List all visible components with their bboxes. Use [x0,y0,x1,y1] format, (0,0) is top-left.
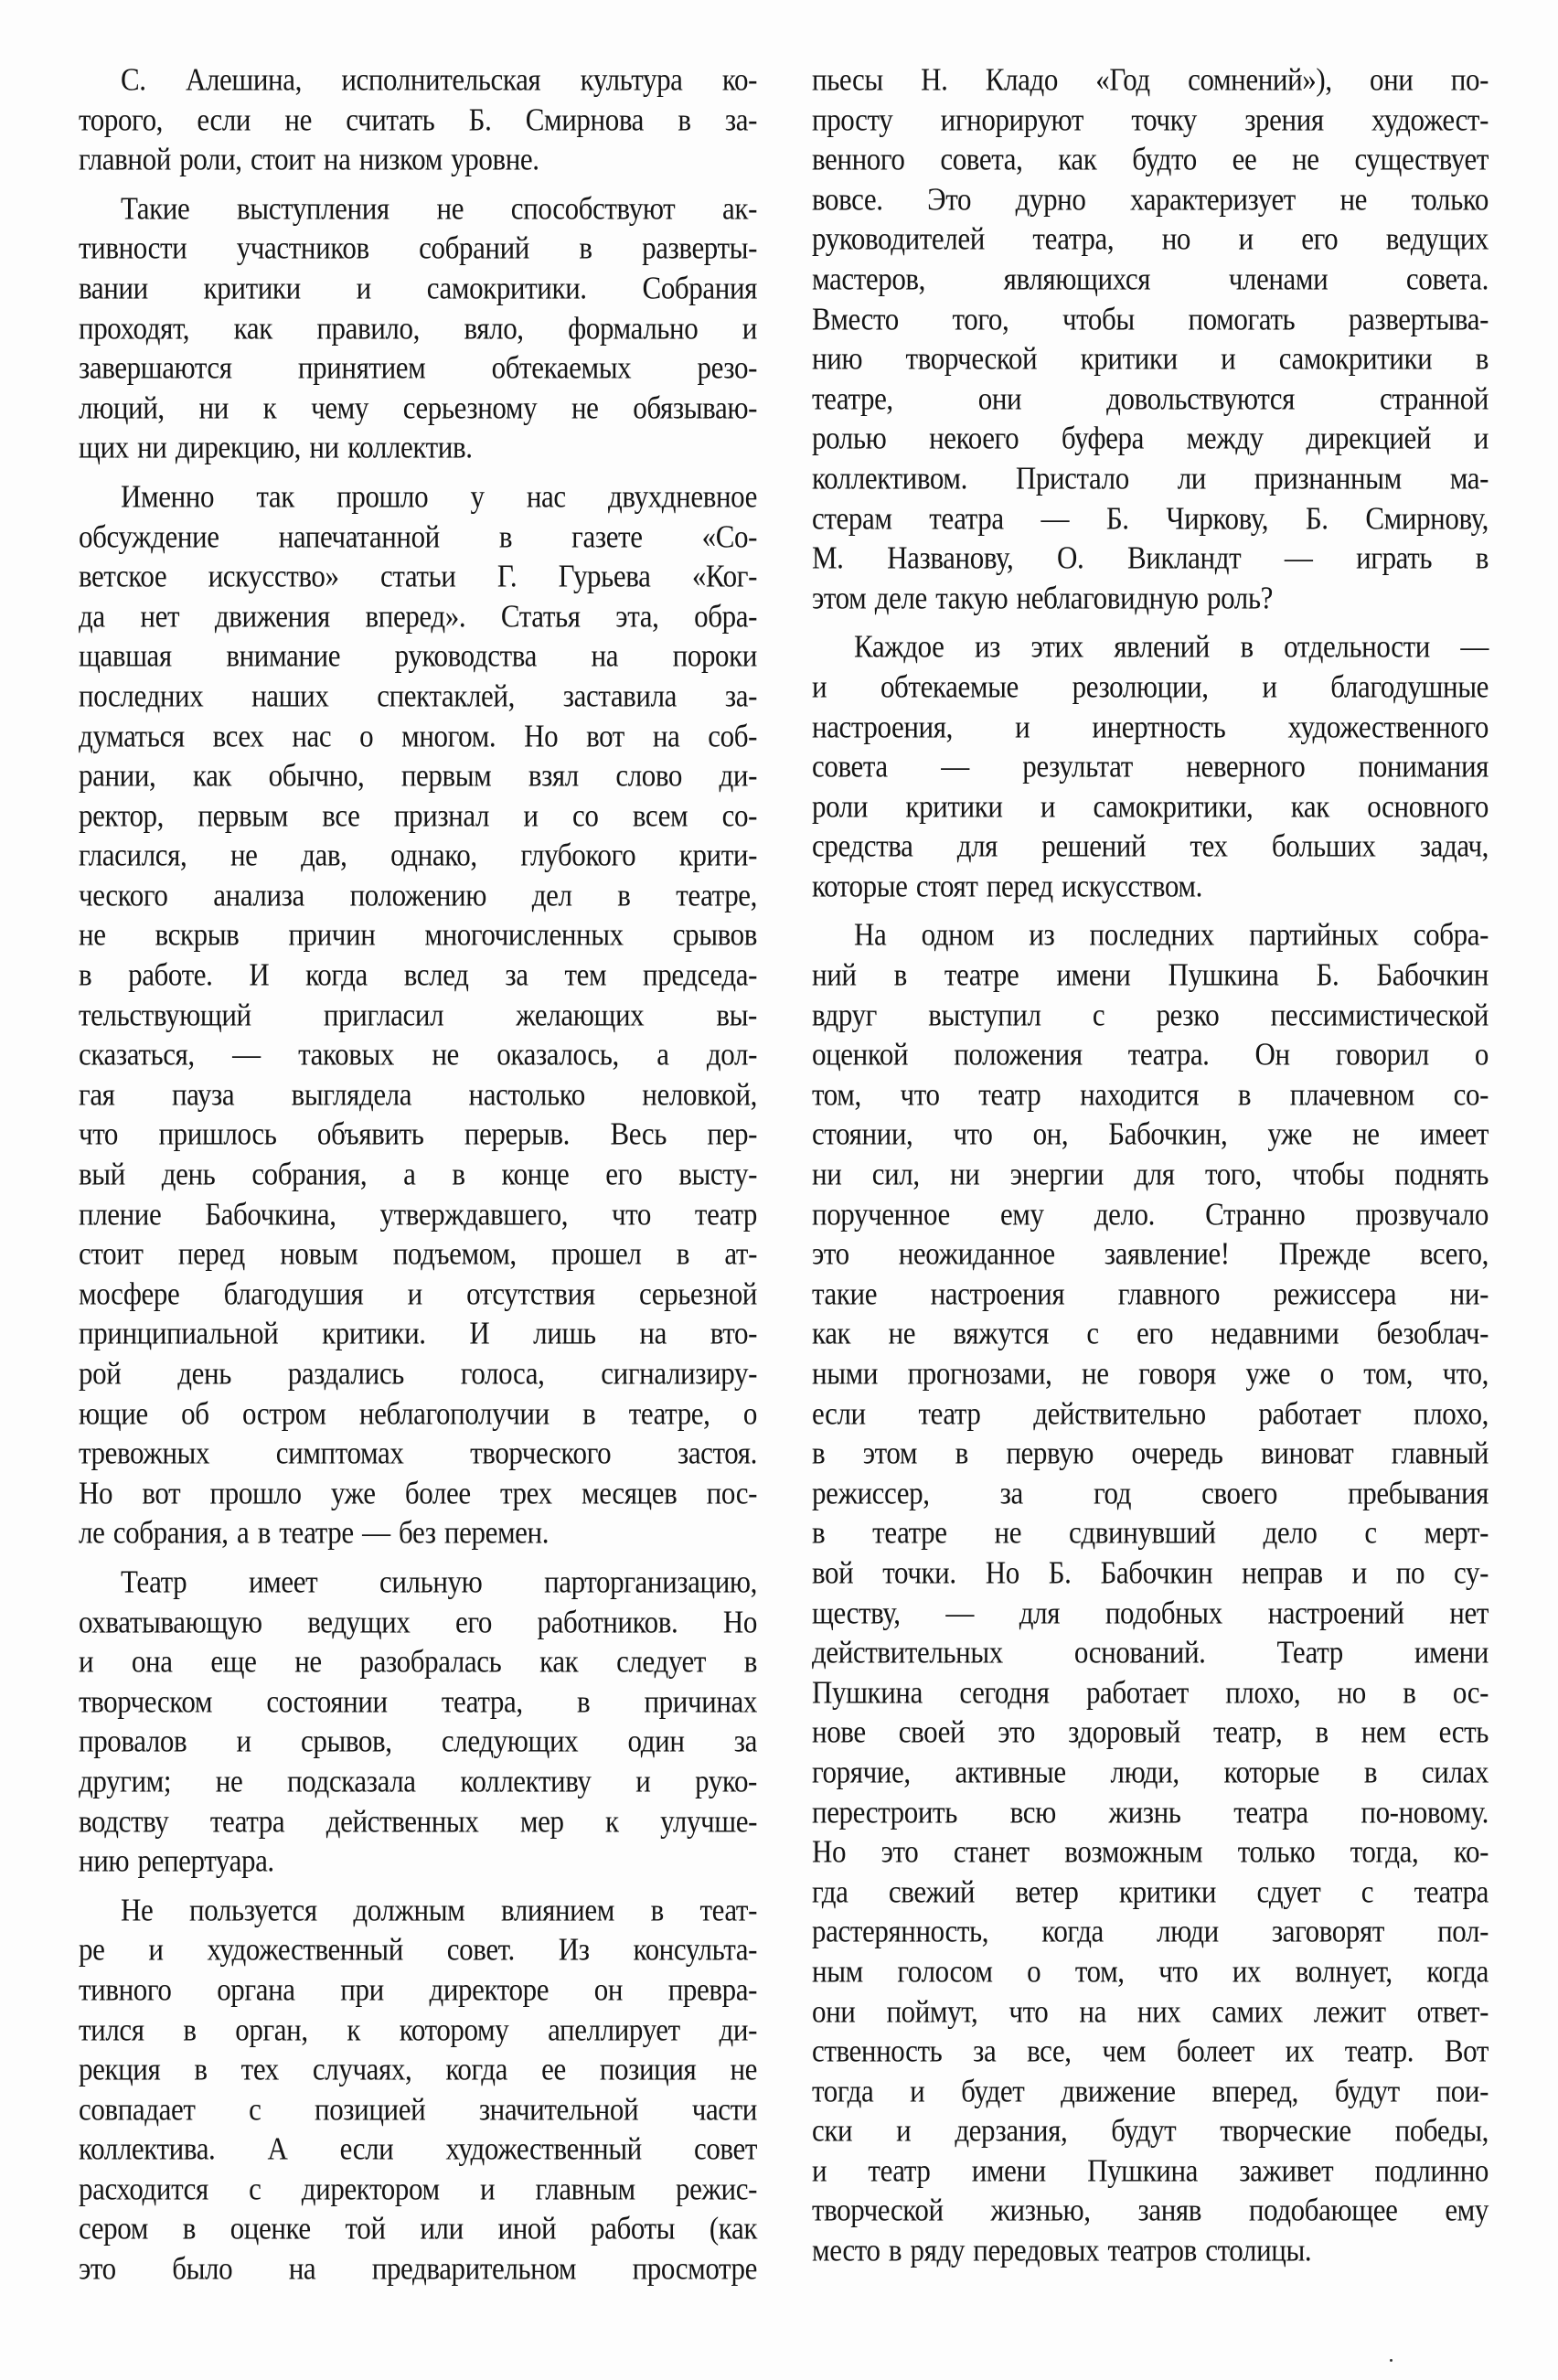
text-line: растерянность, когда люди заговорят пол- [812,1913,1489,1949]
text-line: ческого анализа положению дел в театре, [79,877,757,913]
text-line: ным голосом о том, что их волнует, когда [812,1953,1489,1990]
text-line: творческой жизнью, заняв подобающее ему [812,2192,1489,2229]
text-line: ски и дерзания, будут творческие победы, [812,2112,1489,2149]
text-line: гда свежий ветер критики сдует с театра [812,1873,1489,1910]
text-line: такие настроения главного режиссера ни- [812,1275,1489,1312]
text-line: ветское искусство» статьи Г. Гурьева «Ког- [79,558,757,594]
text-line: просту игнорируют точку зрения художест- [812,101,1489,138]
text-line: рой день раздались голоса, сигнализиру- [79,1355,757,1392]
text-line: люций, ни к чему серьезному не обязываю- [79,390,757,426]
text-line: они поймут, что на них самих лежит ответ- [812,1992,1489,2030]
paragraph [79,189,757,468]
text-line: щавшая внимание руководства на пороки [79,637,757,674]
text-line: вый день собрания, а в конце его высту- [79,1156,757,1192]
text-line: коллективом. Пристало ли признанным ма- [812,460,1489,496]
text-line: не вскрыв причин многочисленных срывов [79,916,757,954]
text-line: в этом в первую очередь виноват главный [812,1435,1489,1471]
text-line: ществу, — для подобных настроений нет [812,1594,1489,1631]
text-line: Такие выступления не способствуют ак- [121,190,757,227]
text-line: горячие, активные люди, которые в силах [812,1754,1489,1790]
left-column [79,60,757,2299]
text-line: настроения, и инертность художественного [812,708,1489,745]
text-line: стоянии, что он, Бабочкин, уже не имеет [812,1115,1489,1152]
text-line: ющие об остром неблагополучии в театре, о [79,1394,757,1432]
text-line: венного совета, как будто ее не существует [812,141,1489,177]
text-line: тился в орган, к которому апеллирует ди- [79,2011,757,2048]
text-line: думаться всех нас о многом. Но вот на соб- [79,717,757,754]
text-line: это неожиданное заявление! Прежде всего, [812,1235,1489,1272]
text-line: как не вяжутся с его недавними безоблач- [812,1315,1489,1351]
paragraph [79,1563,757,1882]
text-line: средства для решений тех больших задач, [812,827,1489,864]
text-line: перестроить всю жизнь театра по-новому. [812,1793,1489,1830]
text-line: гласился, не дав, однако, глубокого крити- [79,837,757,873]
text-line: другим; не подсказала коллективу и руко- [79,1763,757,1799]
text-line: пление Бабочкина, утверждавшего, что театр [79,1195,757,1233]
text-line: охватывающую ведущих его работников. Но [79,1603,757,1640]
text-line: торого, если не считать Б. Смирнова в за- [79,101,757,138]
paragraph [79,1891,757,2289]
text-line: Не пользуется должным влиянием в теат- [121,1892,757,1928]
text-line: оценкой положения театра. Он говорил о [812,1036,1489,1073]
text-line: ственность за все, чем болеет их театр. Вот [812,2033,1489,2069]
text-line: гая пауза выглядела настолько неловкой, [79,1076,757,1113]
text-line: место в ряду передовых театров столицы. [812,2232,1312,2268]
text-line: и театр имени Пушкина заживет подлинно [812,2152,1489,2189]
text-line: и обтекаемые резолюции, и благодушные [812,668,1489,705]
text-line: щих ни дирекцию, ни коллектив. [79,429,473,465]
text-line: обсуждение напечатанной в газете «Со- [79,518,757,555]
text-line: которые стоят перед искусством. [812,868,1202,904]
text-line: руководителей театра, но и его ведущих [812,220,1489,257]
text-line: ными прогнозами, не говоря уже о том, что, [812,1355,1489,1392]
text-line: последних наших спектаклей, заставила за- [79,678,757,714]
text-line: М. Названову, О. Викландт — играть в [812,539,1489,576]
text-line: ле собрания, а в театре — без перемен. [79,1514,550,1551]
text-line: тогда и будет движение вперед, будут пои- [812,2073,1489,2109]
text-line: Но вот прошло уже более трех месяцев пос- [79,1475,757,1511]
text-line: С. Алешина, исполнительская культура ко- [121,61,757,98]
text-line: нию творческой критики и самокритики в [812,340,1489,377]
text-line: тивности участников собраний в разверты- [79,229,757,266]
text-line: рании, как обычно, первым взял слово ди- [79,757,757,794]
text-line: главной роли, стоит на низком уровне. [79,141,539,177]
text-line: Пушкина сегодня работает плохо, но в ос- [812,1674,1489,1711]
text-line: творческом состоянии театра, в причинах [79,1683,757,1720]
text-line: в работе. И когда вслед за тем председа- [79,956,757,993]
text-line: мастеров, являющихся членами совета. [812,261,1489,297]
text-line: театре, они довольствуются странной [812,380,1489,417]
text-line: пьесы Н. Кладо «Год сомнений»), они по- [812,61,1489,98]
text-line: расходится с директором и главным режис- [79,2171,757,2207]
text-line: том, что театр находится в плачевном со- [812,1076,1489,1113]
text-line: тивного органа при директоре он превра- [79,1971,757,2008]
text-line: Вместо того, чтобы помогать развертыва- [812,300,1489,337]
text-line: На одном из последних партийных собра- [854,916,1489,954]
text-line: Театр имеет сильную парторганизацию, [121,1564,757,1600]
text-line: в театре не сдвинувший дело с мерт- [812,1514,1489,1551]
text-line: рекция в тех случаях, когда ее позиция не [79,2051,757,2087]
text-line: Но это станет возможным только тогда, ко- [812,1833,1489,1870]
text-line: водству театра действенных мер к улучше- [79,1802,757,1840]
text-line: да нет движения вперед». Статья эта, обра- [79,598,757,635]
text-line: провалов и срывов, следующих один за [79,1723,757,1759]
text-line: стоит перед новым подъемом, прошел в ат- [79,1235,757,1272]
text-line: и она еще не разобралась как следует в [79,1643,757,1680]
text-line: этом деле такую неблаговидную роль? [812,580,1273,616]
text-line: стерам театра — Б. Чиркову, Б. Смирнову, [812,499,1489,537]
text-line: это было на предварительном просмотре [79,2250,757,2287]
text-line: порученное ему дело. Странно прозвучало [812,1195,1489,1233]
text-line: тельствующий пригласил желающих вы- [79,996,757,1033]
text-line: ний в театре имени Пушкина Б. Бабочкин [812,956,1489,993]
text-line: вании критики и самокритики. Собрания [79,270,757,306]
text-line: мосфере благодушия и отсутствия серьезной [79,1275,757,1312]
text-line: что пришлось объявить перерыв. Весь пер- [79,1115,757,1152]
text-line: совета — результат неверного понимания [812,748,1489,784]
paragraph [812,915,1489,2270]
text-line: нию репертуара. [79,1842,274,1879]
text-line: вдруг выступил с резко пессимистической [812,996,1489,1033]
paragraph [812,627,1489,906]
text-line: ролью некоего буфера между дирекцией и [812,420,1489,456]
text-line: принципиальной критики. И лишь на вто- [79,1315,757,1351]
text-line: режиссер, за год своего пребывания [812,1475,1489,1511]
text-line: нове своей это здоровый театр, в нем есть [812,1713,1489,1750]
right-column [812,60,1489,2280]
text-line: ректор, первым все признал и со всем со- [79,797,757,834]
text-line: сером в оценке той или иной работы (как [79,2210,757,2247]
text-line: ни сил, ни энергии для того, чтобы поднять [812,1156,1489,1192]
text-line: коллектива. А если художественный совет [79,2130,757,2167]
print-speck [1390,2359,1393,2362]
paragraph [79,477,757,1553]
paragraph [79,60,757,180]
text-line: совпадает с позицией значительной части [79,2091,757,2128]
text-line: Каждое из этих явлений в отдельности — [854,628,1489,665]
text-line: тревожных симптомах творческого застоя. [79,1435,757,1471]
text-line: ре и художественный совет. Из консульта- [79,1931,757,1968]
text-line: завершаются принятием обтекаемых резо- [79,349,757,386]
text-line: вой точки. Но Б. Бабочкин неправ и по су- [812,1554,1489,1591]
text-line: если театр действительно работает плохо, [812,1394,1489,1432]
text-line: Именно так прошло у нас двухдневное [121,478,757,515]
text-line: проходят, как правило, вяло, формально и [79,309,757,347]
text-line: действительных оснований. Театр имени [812,1634,1489,1670]
paragraph [812,60,1489,618]
text-line: вовсе. Это дурно характеризует не только [812,181,1489,218]
text-line: роли критики и самокритики, как основного [812,788,1489,825]
text-line: сказаться, — таковых не оказалось, а дол- [79,1036,757,1073]
